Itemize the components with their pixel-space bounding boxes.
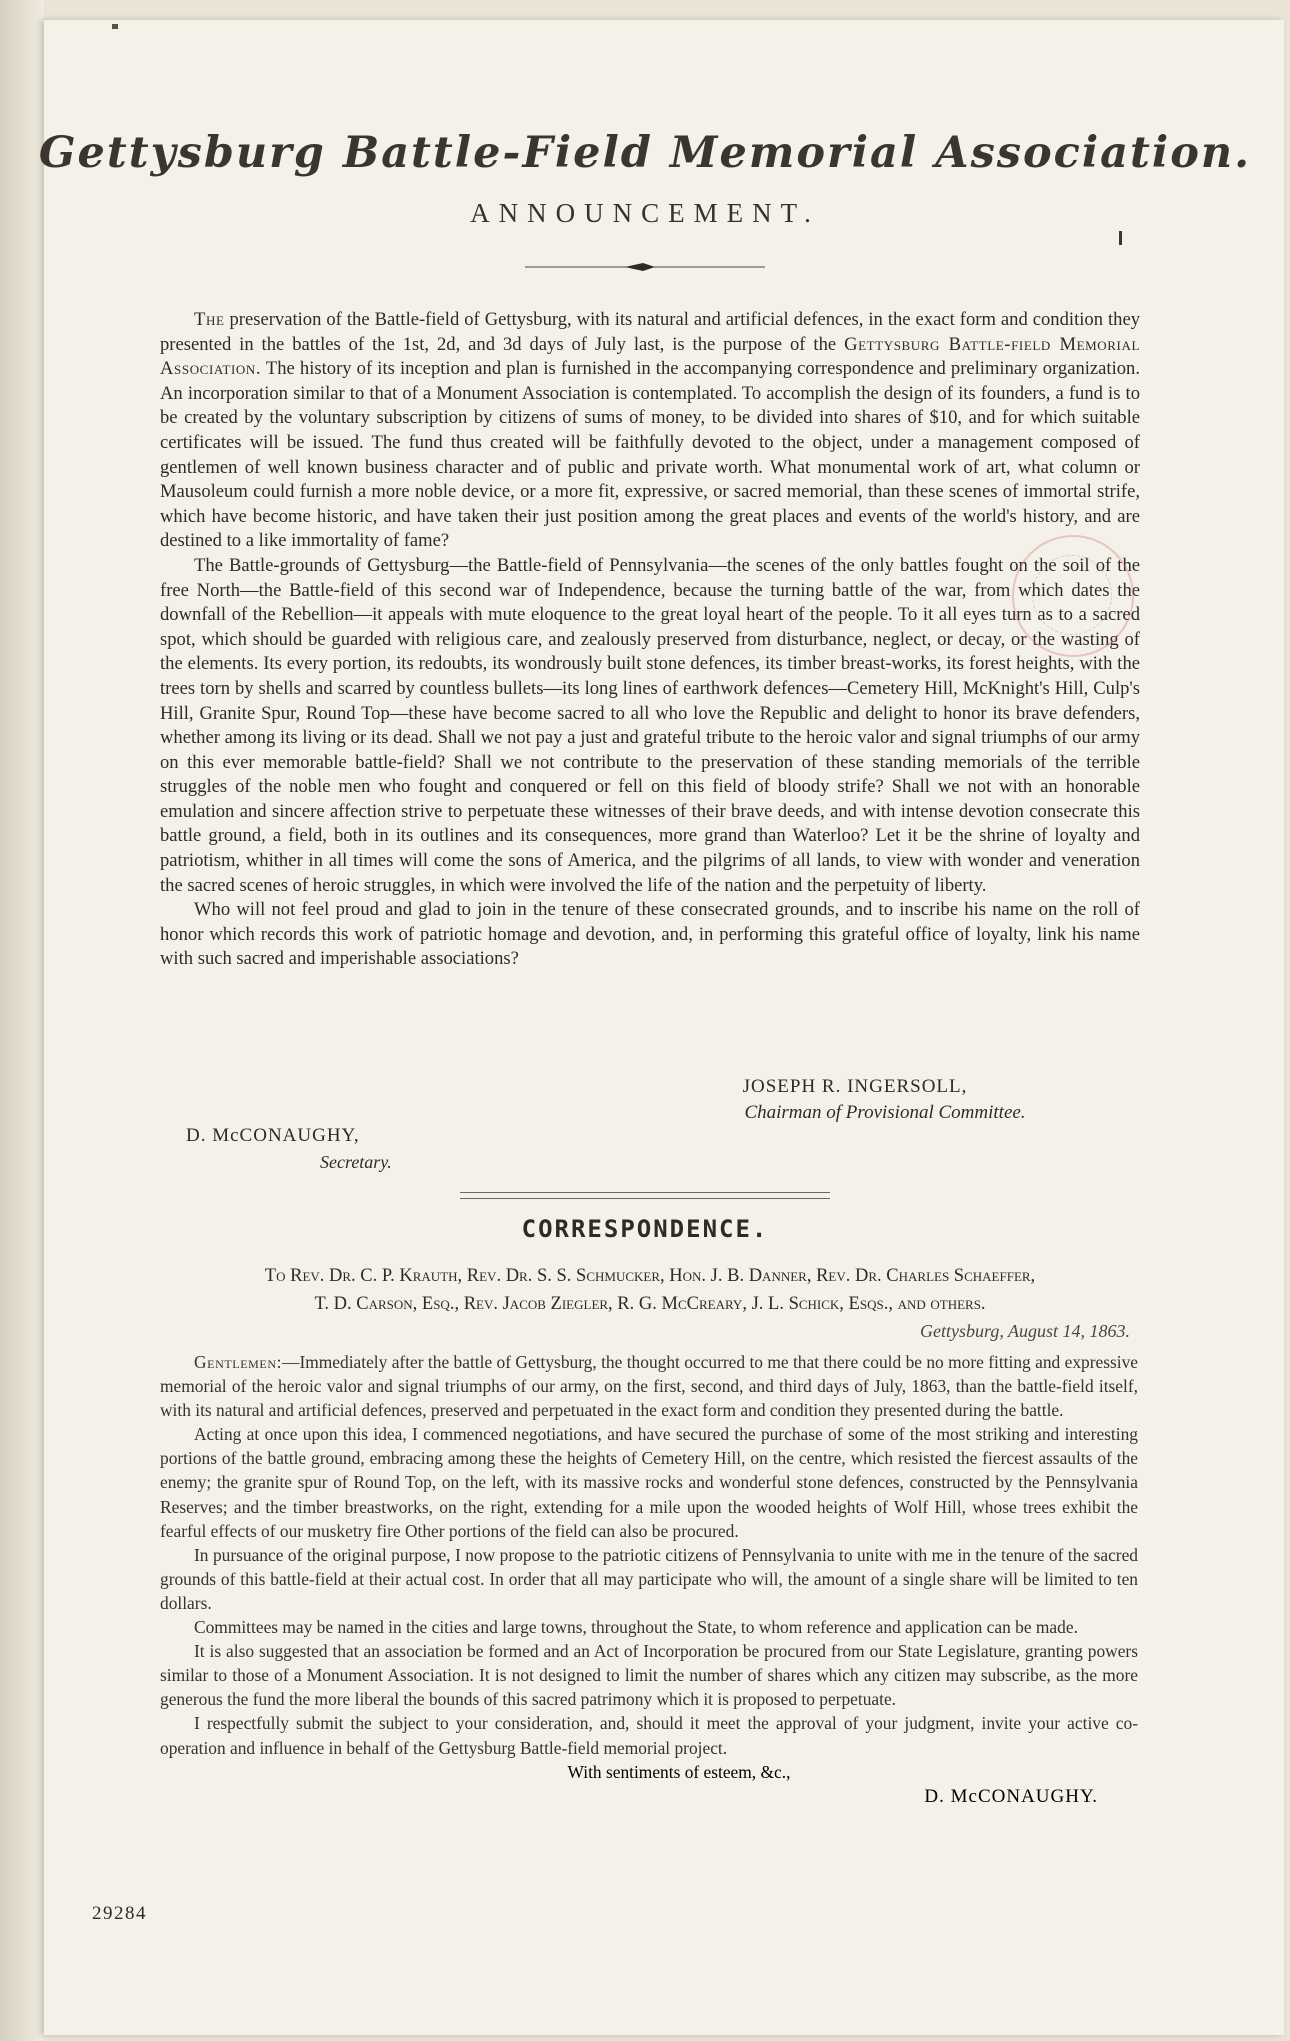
section-divider: [460, 1192, 830, 1199]
address-line: To Rev. Dr. C. P. Krauth, Rev. Dr. S. S. Schmucker, Hon. J. B. Danner, Rev. Dr. Charles Schaeffer,: [264, 1266, 1036, 1286]
announcement-paragraph-1: [160, 308, 1140, 554]
letter-paragraph-5: It is also suggested that an association be formed and an Act of Incorporation be procured from our State Legislature, granting powers similar to those of a Monument Association. It is not designed to limit the number of shares which any citizen may subscribe, as the more generous the fund the more liberal the bounds of this sacred patrimony which it is proposed to perpetuate.: [160, 1641, 1138, 1710]
announcement-body: [160, 308, 1140, 972]
ink-mark: [112, 24, 118, 29]
correspondence-heading: CORRESPONDENCE.: [521, 1215, 769, 1243]
library-stamp-icon: [1012, 535, 1134, 657]
letter-dateline: Gettysburg, August 14, 1863.: [920, 1321, 1130, 1341]
letter-signer: D. McCONAUGHY.: [924, 1785, 1098, 1807]
letter-paragraph-3: In pursuance of the original purpose, I now propose to the patriotic citizens of Pennsylvania to unite with me in the tenure of the sacred grounds of this battle-field at their actual cost. In order that all may participate who will, the amount of a single share will be limited to ten dollars.: [160, 1544, 1138, 1613]
page-edge-shadow: [0, 0, 44, 2041]
ornament-divider-icon: [525, 262, 765, 272]
secretary-name: D. McCONAUGHY,: [186, 1125, 360, 1146]
letter-body: [160, 1350, 1138, 1808]
secretary-title: Secretary.: [320, 1152, 392, 1172]
pencil-mark: [1119, 231, 1122, 245]
address-line: T. D. Carson, Esq., Rev. Jacob Ziegler, R. G. McCreary, J. L. Schick, Esqs., and others.: [314, 1294, 986, 1314]
association-name: Gettysburg Battle-field Memorial Association.: [160, 333, 1140, 380]
catalog-number: 29284: [92, 1903, 147, 1924]
letter-paragraph-6: I respectfully submit the subject to your consideration, and, should it meet the approval of your judgment, invite your active co-operation and influence in behalf of the Gettysburg Battle-field memorial project.: [160, 1713, 1138, 1758]
paragraph-text: The history of its inception and plan is furnished in the accompanying correspondence and preliminary organization. An incorporation similar to that of a Monument Association is contemplated. To accomplish the design of its founders, a fund is to be created by the voluntary subscription by citizens of sums of money, to be divided into shares of $10, and for which suitable certificates will be issued. The fund thus created will be faithfully devoted to the object, under a management composed of gentlemen of well known business character and of public and private worth. What monumental work of art, what column or Mausoleum could furnish a more noble device, or a more fit, expressive, or sacred memorial, than these scenes of immortal strife, which have become historic, and have taken their just position among the great places and events of the world's history, and are destined to a like immortality of fame?: [160, 358, 1140, 552]
document-title: Gettysburg Battle-Field Memorial Association.: [38, 128, 1252, 178]
letter-closing: With sentiments of esteem, &c.,: [567, 1761, 791, 1782]
chairman-name: JOSEPH R. INGERSOLL,: [742, 1076, 968, 1097]
drop-word: The: [194, 309, 225, 330]
letter-paragraph-4: Committees may be named in the cities and large towns, throughout the State, to whom reference and application can be made.: [194, 1617, 1078, 1638]
announcement-paragraph-2: The Battle-grounds of Gettysburg—the Battle-field of Pennsylvania—the scenes of the only battles fought on the soil of the free North—the Battle-field of this second war of Independence, because the turning battle of the war, from which dates the downfall of the Rebellion—it appeals with mute eloquence to the great loyal heart of the people. To it all eyes turn as to a sacred spot, which should be guarded with religious care, and zealously preserved from disturbance, neglect, or decay, or the wasting of the elements. Its every portion, its redoubts, its wondrously built stone defences, its timber breast-works, its forest heights, with the trees torn by shells and scarred by countless bullets—its long lines of earthwork defences—Cemetery Hill, McKnight's Hill, Culp's Hill, Granite Spur, Round Top—these have become sacred to all who love the Republic and delight to honor its brave defenders, whether among its living or its dead. Shall we not pay a just and grateful tribute to the heroic valor and signal triumphs of our army on this ever memorable battle-field? Shall we not contribute to the preservation of these standing memorials of the terrible struggles of the noble men who fought and conquered or fell on this field of bloody strife? Shall we not with an honorable emulation and sincere affection strive to perpetuate these witnesses of their brave deeds, and with intense devotion consecrate this battle ground, a field, both in its outlines and its consequences, more grand than Waterloo? Let it be the shrine of loyalty and patriotism, whither in all times will come the sons of America, and the pilgrims of all lands, to view with wonder and veneration the sacred scenes of heroic struggles, in which were involved the life of the nation and the perpetuity of liberty.: [160, 554, 1140, 896]
letter-paragraph-1: [160, 1350, 1138, 1422]
salutation: Gentlemen:: [194, 1352, 283, 1372]
letter-paragraph-2: Acting at once upon this idea, I commenced negotiations, and have secured the purchase of some of the most striking and interesting portions of the battle ground, embracing among these the heights of Cemetery Hill, on the centre, which resisted the fiercest assaults of the enemy; the granite spur of Round Top, on the left, with its massive rocks and wonderful stone defences, constructed by the Pennsylvania Reserves; and the timber breastworks, on the right, extending for a mile upon the wooded heights of Wolf Hill, whose trees exhibit the fearful effects of our musketry fire Other portions of the field can also be procured.: [160, 1424, 1138, 1541]
paragraph-text: preservation of the Battle-field of Gettysburg, with its natural and artificial defences, in the exact form and condition they presented in the battles of the 1st, 2d, and 3d days of July last, is the purpose of the: [160, 309, 1140, 355]
announcement-paragraph-3: Who will not feel proud and glad to join in the tenure of these consecrated grounds, and to inscribe his name on the roll of honor which records this work of patriotic homage and devotion, and, in performing this grateful office of loyalty, link his name with such sacred and imperishable associations?: [160, 899, 1140, 970]
announcement-heading: ANNOUNCEMENT.: [470, 198, 820, 228]
paragraph-text: —Immediately after the battle of Gettysburg, the thought occurred to me that there could be no more fitting and expressive memorial of the heroic valor and signal triumphs of our army, on the first, second, and third days of July, 1863, than the battle-field itself, with its natural and artificial defences, preserved and perpetuated in the exact form and condition they presented during the battle.: [160, 1352, 1138, 1421]
chairman-title: Chairman of Provisional Committee.: [744, 1102, 1026, 1123]
correspondence-address: [160, 1262, 1140, 1318]
